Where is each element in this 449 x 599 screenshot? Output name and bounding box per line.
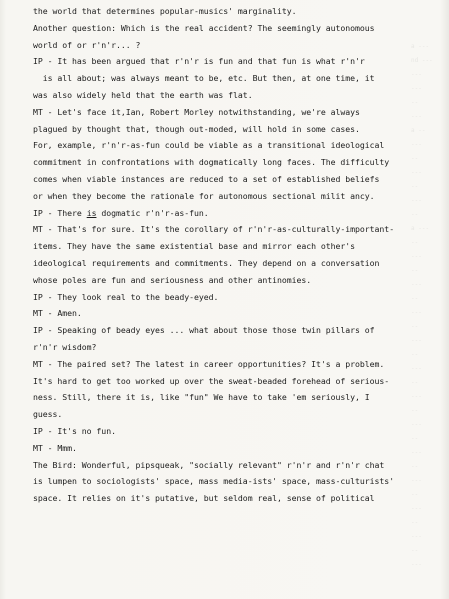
text-line: MT - Amen.	[33, 308, 82, 319]
text-line: items. They have the same existential base and mirror each other's	[33, 241, 356, 252]
text-line: ideological requirements and commitments. They depend on a conversation	[33, 257, 380, 268]
text-line: For, example, r'n'r-as-fun could be viable as a transitional ideological	[33, 140, 385, 151]
text-line: whose poles are fun and seriousness and other antinomies.	[33, 274, 312, 285]
text-line-with-underline	[33, 205, 443, 222]
text-line: Another question: Which is the real accident? The seemingly autonomous	[33, 22, 375, 33]
text-line: MT - Let's face it,Ian, Robert Morley notwithstanding, we're always	[33, 106, 360, 117]
text-line: is lumpen to sociologists' space, mass media-ists' space, mass-culturists'	[33, 476, 395, 487]
text-line: commitment in confrontations with dogmatically long faces. The difficulty	[33, 157, 390, 168]
text-line: IP - Speaking of beady eyes ... what about those those twin pillars of	[33, 325, 375, 336]
text-line: IP - It has been argued that r'n'r is fun and that fun is what r'n'r	[33, 56, 365, 67]
underlined-word: is	[86, 207, 97, 218]
document-body	[33, 3, 443, 507]
text-line: MT - That's for sure. It's the corollary of r'n'r-as-culturally-important-	[33, 224, 395, 235]
show-through-text: a --- nd --- --- --- -- --- a -- --- -- --- -- --- -- a --- -- --- -- --- -- --- -- --- -- --- -- --- -- --- -- --- -- --- -- --- -- --- -- ---	[411, 43, 433, 568]
text-line: plagued by thought that, though out-moded, will hold in some cases.	[33, 123, 360, 134]
line-start: IP - There	[33, 207, 87, 218]
text-line: MT - The paired set? The latest in career opportunities? It's a problem.	[33, 358, 385, 369]
text-line: guess.	[33, 409, 63, 420]
text-line: space. It relies on it's putative, but seldom real, sense of political	[33, 493, 375, 504]
text-line: world of or r'n'r... ?	[33, 39, 141, 50]
text-line: ness. Still, there it is, like "fun" We have to take 'em seriously, I	[33, 392, 370, 403]
text-line: the world that determines popular-musics' marginality.	[33, 6, 297, 16]
text-line: is all about; was always meant to be, etc. But then, at one time, it	[33, 73, 375, 84]
text-line: IP - It's no fun.	[33, 425, 116, 436]
text-line: The Bird: Wonderful, pipsqueak, "socially relevant" r'n'r and r'n'r chat	[33, 459, 385, 470]
text-line: r'n'r wisdom?	[33, 341, 97, 352]
text-line: IP - They look real to the beady-eyed.	[33, 291, 219, 302]
text-line: was also widely held that the earth was flat.	[33, 89, 253, 100]
text-line: comes when viable instances are reduced to a set of established beliefs	[33, 173, 380, 184]
text-line: MT - Mmm.	[33, 442, 77, 453]
text-line: It's hard to get too worked up over the sweat-beaded forehead of serious-	[33, 375, 390, 386]
text-line: or when they become the rationale for autonomous sectional milit ancy.	[33, 190, 375, 201]
line-end: dogmatic r'n'r-as-fun.	[96, 207, 209, 218]
